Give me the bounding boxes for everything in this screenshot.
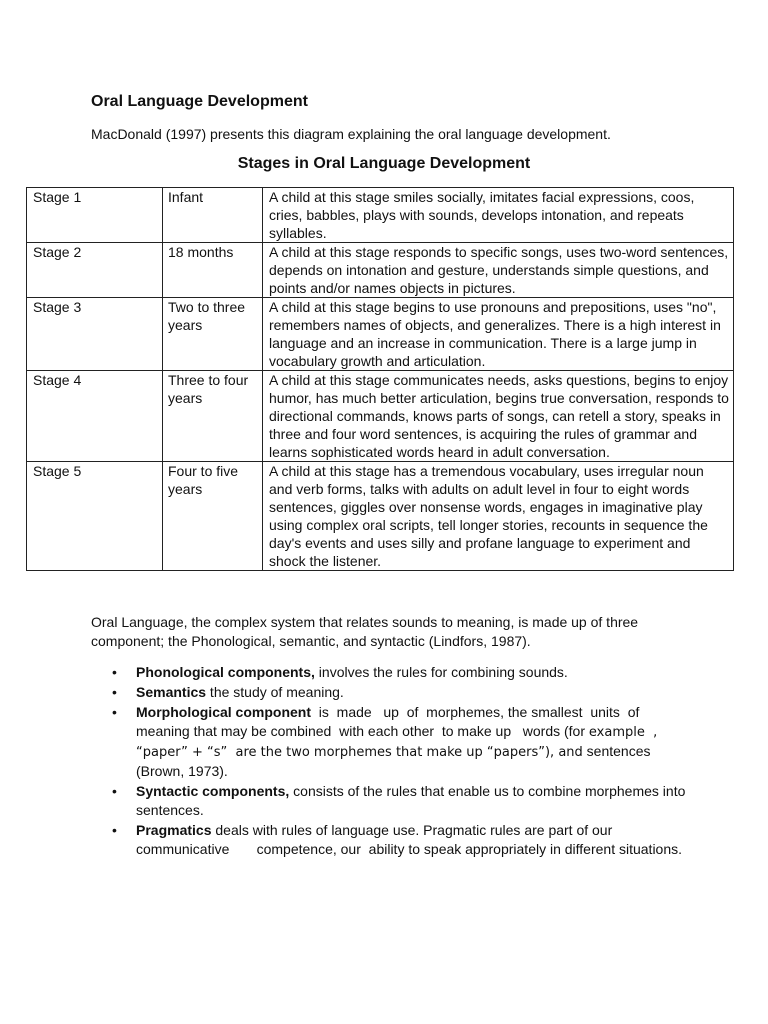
description-cell: A child at this stage responds to specific songs, uses two-word sentences, depends on intonation and gesture, understands simple questions, and points and/or names objects in pictures. [263,243,734,298]
description-cell: A child at this stage communicates needs, asks questions, begins to enjoy humor, has much better articulation, begins true conversation, responds to directional commands, knows parts of songs, can retell a story, speaks in three and four word sentences, is acquiring the rules of grammar and learns sophisticated words heard in adult conversation. [263,371,734,462]
table-row [27,298,734,371]
definition-syntactic: consists of the rules that enable us to combine morphemes into sentences. [136,783,686,818]
list-item [91,782,691,820]
intro-text: MacDonald (1997) presents this diagram explaining the oral language development. [91,126,611,142]
definition-pragmatics: deals with rules of language use. Pragmatic rules are part of our communicative competence, our ability to speak appropriately in different situations. [136,822,683,857]
oral-language-paragraph: Oral Language, the complex system that relates sounds to meaning, is made up of three component; the Phonological, semantic, and syntactic (Lindfors, 1987). [91,614,639,649]
stage-cell: Stage 4 [27,371,163,462]
term-semantics: Semantics [136,684,207,700]
list-item [91,821,691,859]
term-syntactic: Syntactic components, [136,783,290,799]
term-phonological: Phonological components, [136,664,315,680]
list-item [91,663,691,682]
stages-table [26,187,734,571]
term-morphological: Morphological component [136,704,311,720]
stage-cell: Stage 3 [27,298,163,371]
list-item [91,703,691,781]
age-cell: Two to three years [163,298,263,371]
components-list [91,663,691,860]
definition-phonological: involves the rules for combining sounds. [314,664,568,680]
table-title: Stages in Oral Language Development [237,155,531,172]
table-row [27,462,734,571]
page-heading: Oral Language Development [91,93,308,110]
description-cell: A child at this stage smiles socially, imitates facial expressions, coos, cries, babbles, plays with sounds, develops intonation, and repeats syllables. [263,188,734,243]
age-cell: Four to five years [163,462,263,571]
description-cell: A child at this stage has a tremendous vocabulary, uses irregular noun and verb forms, talks with adults on adult level in four to eight words sentences, giggles over nonsense words, engages in imaginative play using complex oral scripts, tell longer stories, recounts in sequence the day's events and uses silly and profane language to experiment and shock the listener. [263,462,734,571]
age-cell: Three to four years [163,371,263,462]
bullet-icon: • [112,783,117,799]
age-cell: 18 months [163,243,263,298]
term-pragmatics: Pragmatics [136,822,212,838]
definition-morphological: is made up of morphemes, the smallest units of meaning that may be combined with each other to make up words (for [136,704,644,739]
morpheme-example: example , “paper” + “s” are the two morphemes that make up “papers”), and [136,725,662,760]
bullet-icon: • [112,704,117,720]
age-cell: Infant [163,188,263,243]
stage-cell: Stage 5 [27,462,163,571]
definition-semantics: the study of meaning. [206,684,344,700]
bullet-icon: • [112,822,117,838]
stage-cell: Stage 1 [27,188,163,243]
table-row [27,243,734,298]
definition-morphological-end: sentences (Brown, 1973). [136,743,655,779]
bullet-icon: • [112,684,117,700]
bullet-icon: • [112,664,117,680]
table-row [27,188,734,243]
list-item [91,683,691,702]
table-row [27,371,734,462]
description-cell: A child at this stage begins to use pronouns and prepositions, uses "no", remembers names of objects, and generalizes. There is a high interest in language and an increase in communication. There is a large jump in vocabulary growth and articulation. [263,298,734,371]
stage-cell: Stage 2 [27,243,163,298]
